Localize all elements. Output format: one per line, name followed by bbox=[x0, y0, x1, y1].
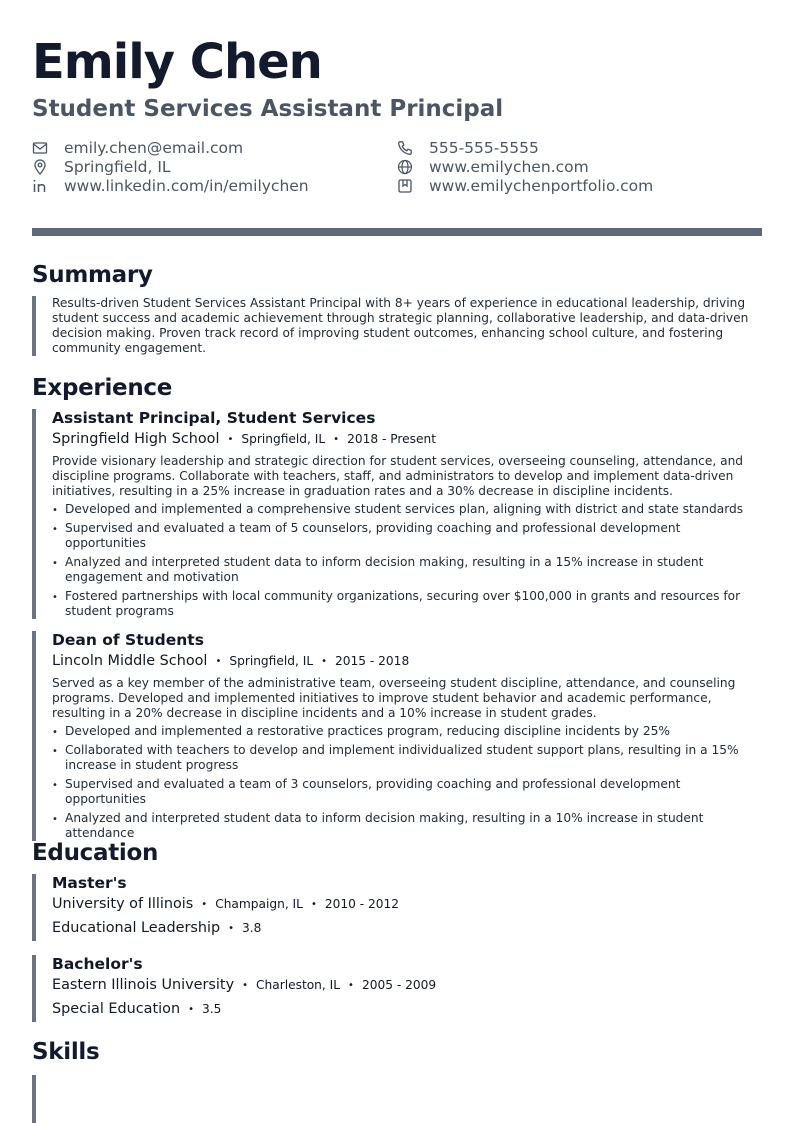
job-bullet: • Developed and implemented a comprehensive student services plan, aligning with district and state standards bbox=[52, 502, 762, 517]
degree-field: Special Education bbox=[52, 1001, 181, 1017]
degree-meta: University of Illinois • Champaign, IL • 2010 - 2012 bbox=[52, 896, 400, 912]
contact-location-text: Springfield, IL bbox=[64, 157, 171, 176]
contact-linkedin-text: www.linkedin.com/in/emilychen bbox=[64, 176, 309, 195]
job-org: Springfield High School bbox=[52, 431, 220, 447]
education-entry bbox=[32, 874, 762, 941]
job-meta: Lincoln Middle School • Springfield, IL • 2015 - 2018 bbox=[52, 653, 410, 669]
degree-field-row: Special Education • 3.5 bbox=[52, 1001, 222, 1017]
contact-column-right bbox=[397, 138, 762, 195]
experience-entry bbox=[32, 409, 762, 619]
contact-website-text: www.emilychen.com bbox=[429, 157, 589, 176]
degree-dates: 2005 - 2009 bbox=[361, 978, 437, 992]
job-bullet: • Supervised and evaluated a team of 3 counselors, providing coaching and professional development opportunities bbox=[52, 777, 762, 807]
degree-location: Champaign, IL bbox=[215, 897, 303, 911]
job-bullet: • Supervised and evaluated a team of 5 counselors, providing coaching and professional development opportunities bbox=[52, 521, 762, 551]
job-bullet: • Developed and implemented a restorative practices program, reducing discipline incidents by 25% bbox=[52, 724, 762, 739]
degree-title: Bachelor's bbox=[52, 955, 143, 973]
contact-email-text: emily.chen@email.com bbox=[64, 138, 244, 157]
contact-info bbox=[32, 138, 762, 195]
contact-column-left bbox=[32, 138, 397, 195]
resume-header bbox=[32, 34, 762, 195]
contact-phone[interactable] bbox=[397, 138, 762, 157]
location-pin-icon bbox=[32, 159, 48, 175]
job-dates: 2018 - Present bbox=[347, 432, 436, 446]
degree-title: Master's bbox=[52, 874, 127, 892]
degree-gpa: 3.8 bbox=[242, 921, 262, 935]
skills-block bbox=[32, 1075, 762, 1123]
job-dates: 2015 - 2018 bbox=[335, 654, 410, 668]
summary-text: Results-driven Student Services Assistant Principal with 8+ years of experience in educational leadership, driving student success and academic achievement through strategic planning, collaborative leadership, and data-driven decision making. Proven track record of improving student outcomes, enhancing school culture, and fostering community engagement. bbox=[52, 296, 749, 355]
skills-section bbox=[32, 1037, 762, 1123]
job-location: Springfield, IL bbox=[229, 654, 314, 668]
job-meta: Springfield High School • Springfield, IL • 2018 - Present bbox=[52, 431, 436, 447]
degree-field: Educational Leadership bbox=[52, 920, 221, 936]
contact-portfolio[interactable] bbox=[397, 176, 762, 195]
job-bullet: • Analyzed and interpreted student data to inform decision making, resulting in a 10% increase in student attendance bbox=[52, 811, 762, 841]
contact-location bbox=[32, 157, 397, 176]
job-title: Assistant Principal, Student Services bbox=[52, 409, 376, 427]
education-heading: Education bbox=[32, 840, 159, 866]
globe-icon bbox=[397, 159, 413, 175]
experience-entry bbox=[32, 631, 762, 841]
job-title: Dean of Students bbox=[52, 631, 204, 649]
job-location: Springfield, IL bbox=[241, 432, 326, 446]
job-bullet: • Collaborated with teachers to develop and implement individualized student support plans, resulting in a 15% increase in student progress bbox=[52, 743, 762, 773]
phone-icon bbox=[397, 140, 413, 156]
degree-school: Eastern Illinois University bbox=[52, 977, 235, 993]
contact-phone-text: 555-555-5555 bbox=[429, 138, 539, 157]
header-divider bbox=[32, 228, 762, 236]
degree-field-row: Educational Leadership • 3.8 bbox=[52, 920, 262, 936]
summary-block bbox=[32, 296, 762, 356]
contact-portfolio-text: www.emilychenportfolio.com bbox=[429, 176, 654, 195]
contact-email[interactable] bbox=[32, 138, 397, 157]
linkedin-icon bbox=[32, 178, 48, 194]
contact-linkedin[interactable] bbox=[32, 176, 397, 195]
education-entry bbox=[32, 955, 762, 1022]
education-section bbox=[32, 838, 762, 1022]
candidate-role: Student Services Assistant Principal bbox=[32, 96, 504, 122]
summary-section bbox=[32, 260, 762, 356]
summary-heading: Summary bbox=[32, 262, 153, 288]
job-bullets bbox=[52, 724, 762, 841]
degree-meta: Eastern Illinois University • Charleston, IL • 2005 - 2009 bbox=[52, 977, 437, 993]
experience-section bbox=[32, 373, 762, 845]
job-bullet: • Analyzed and interpreted student data to inform decision making, resulting in a 15% increase in student engagement and motivation bbox=[52, 555, 762, 585]
candidate-name: Emily Chen bbox=[32, 34, 322, 90]
job-org: Lincoln Middle School bbox=[52, 653, 208, 669]
skills-heading: Skills bbox=[32, 1039, 100, 1065]
degree-dates: 2010 - 2012 bbox=[324, 897, 400, 911]
degree-school: University of Illinois bbox=[52, 896, 194, 912]
job-bullet: • Fostered partnerships with local community organizations, securing over $100,000 in grants and resources for student programs bbox=[52, 589, 762, 619]
job-description: Served as a key member of the administrative team, overseeing student discipline, attendance, and counseling programs. Developed and implemented initiatives to improve student behavior and academic performance, resulting in a 20% decrease in discipline incidents and a 10% increase in student grades. bbox=[52, 676, 736, 720]
job-description: Provide visionary leadership and strategic direction for student services, overseeing counseling, attendance, and discipline programs. Collaborate with teachers, staff, and administrators to develop and implement data-driven initiatives, resulting in a 25% increase in graduation rates and a 30% decrease in discipline incidents. bbox=[52, 454, 744, 498]
mail-icon bbox=[32, 140, 48, 156]
degree-location: Charleston, IL bbox=[256, 978, 341, 992]
job-bullets bbox=[52, 502, 762, 619]
degree-gpa: 3.5 bbox=[201, 1002, 222, 1016]
contact-website[interactable] bbox=[397, 157, 762, 176]
portfolio-icon bbox=[397, 178, 413, 194]
experience-heading: Experience bbox=[32, 375, 173, 401]
